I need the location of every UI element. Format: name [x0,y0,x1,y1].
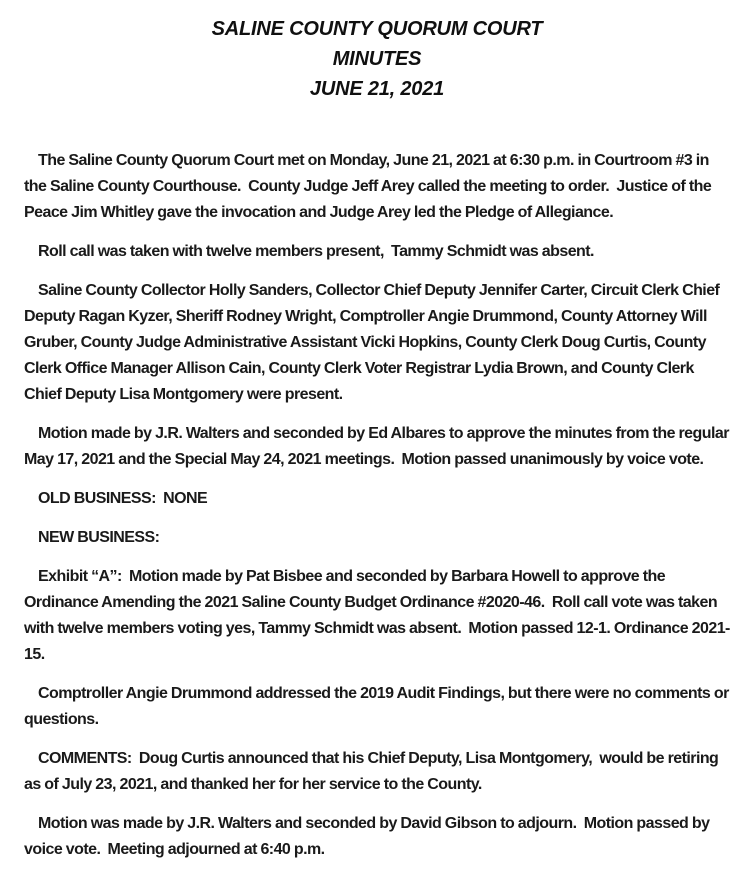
paragraph-meeting-intro: The Saline County Quorum Court met on Monday, June 21, 2021 at 6:30 p.m. in Courtroom #3 in the Saline County Courthouse. County Judge Jeff Arey called the meeting to order. Justice of the Peace Jim Whitley gave the invocation and Judge Arey led the Pledge of Allegiance. [24,152,715,221]
paragraph-old-business: OLD BUSINESS: NONE [38,490,208,507]
document-title-court-name: SALINE COUNTY QUORUM COURT [211,18,543,40]
paragraph-minutes-approval-motion: Motion made by J.R. Walters and seconded by Ed Albares to approve the minutes from the regular May 17, 2021 and the Special May 24, 2021 meetings. Motion passed unanimously by voice vote. [24,425,733,468]
document-title-date: JUNE 21, 2021 [309,78,445,100]
paragraph-roll-call: Roll call was taken with twelve members present, Tammy Schmidt was absent. [38,243,594,260]
paragraph-new-business: NEW BUSINESS: [38,529,160,546]
paragraph-attendees-present: Saline County Collector Holly Sanders, Collector Chief Deputy Jennifer Carter, Circuit Clerk Chief Deputy Ragan Kyzer, Sheriff Rodney Wright, Comptroller Angie Drummond, County Attorney Will Gruber, County Judge Administrative Assistant Vicki Hopkins, County Clerk Doug Curtis, County Clerk Office Manager Allison Cain, County Clerk Voter Registrar Lydia Brown, and County Clerk Chief Deputy Lisa Montgomery were present. [24,282,723,403]
minutes-body [24,148,733,863]
paragraph-audit-findings: Comptroller Angie Drummond addressed the 2019 Audit Findings, but there were no comments or questions. [24,685,733,728]
document-title-block [24,14,730,104]
paragraph-comments: COMMENTS: Doug Curtis announced that his Chief Deputy, Lisa Montgomery, would be retiring as of July 23, 2021, and thanked her for her service to the County. [24,750,722,793]
paragraph-adjournment: Motion was made by J.R. Walters and seconded by David Gibson to adjourn. Motion passed by voice vote. Meeting adjourned at 6:40 p.m. [24,815,714,858]
paragraph-exhibit-a-ordinance: Exhibit “A”: Motion made by Pat Bisbee and seconded by Barbara Howell to approve the Ordinance Amending the 2021 Saline County Budget Ordinance #2020-46. Roll call vote was taken with twelve members voting yes, Tammy Schmidt was absent. Motion passed 12-1. Ordinance 2021-15. [24,568,730,663]
document-title-minutes-label: MINUTES [332,48,422,70]
